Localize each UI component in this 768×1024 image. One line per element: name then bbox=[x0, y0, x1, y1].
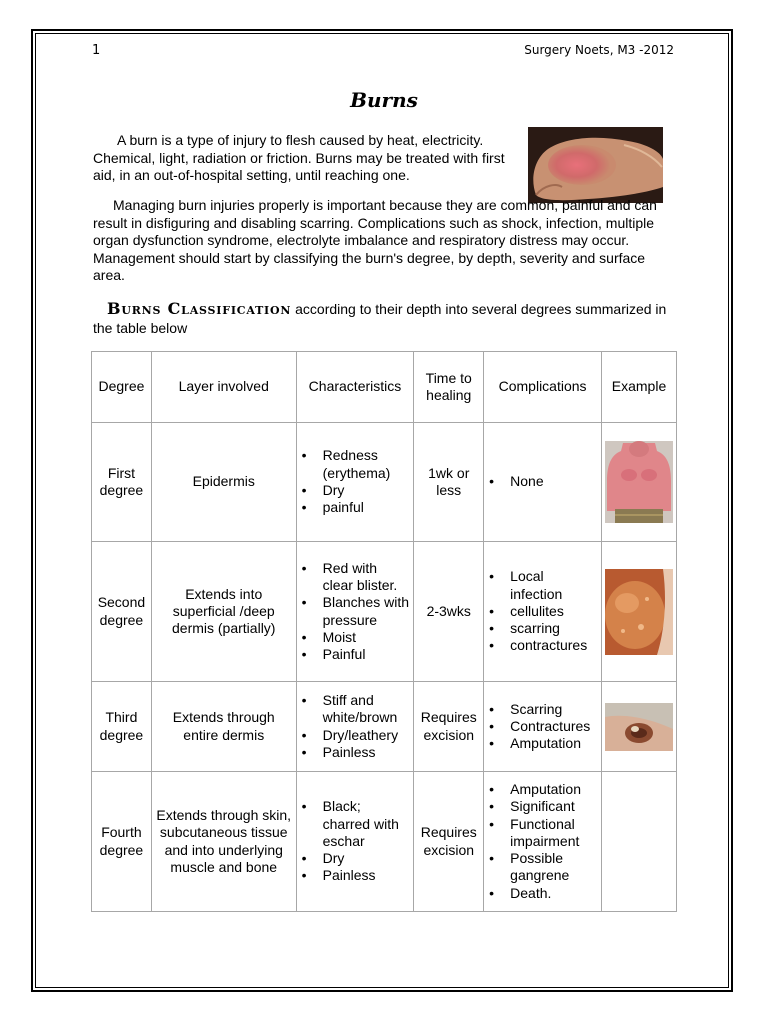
complications-cell bbox=[484, 423, 602, 542]
characteristics-cell bbox=[296, 772, 414, 912]
characteristic-item: • Painless bbox=[300, 744, 411, 761]
col-header-complications: Complications bbox=[484, 352, 602, 423]
degree-cell: Second degree bbox=[92, 542, 152, 682]
characteristic-item: • Dry bbox=[300, 850, 411, 867]
blistered-skin-photo bbox=[605, 569, 673, 655]
complication-item: • cellulites bbox=[487, 603, 598, 620]
col-header-example: Example bbox=[602, 352, 677, 423]
characteristics-cell bbox=[296, 542, 414, 682]
characteristic-item: • painful bbox=[300, 499, 411, 516]
burns-classification-table bbox=[91, 351, 677, 912]
table-row bbox=[92, 772, 677, 912]
example-cell bbox=[602, 542, 677, 682]
running-head: Surgery Noets, M3 -2012 bbox=[524, 43, 674, 57]
characteristic-item: • Painful bbox=[300, 646, 411, 663]
complication-item: • Amputation bbox=[487, 781, 598, 798]
leg-wound-photo bbox=[605, 703, 673, 751]
degree-cell: Fourth degree bbox=[92, 772, 152, 912]
complication-item: • Possible gangrene bbox=[487, 850, 598, 885]
layer-cell: Extends through entire dermis bbox=[151, 682, 296, 772]
col-header-time: Time to healing bbox=[414, 352, 484, 423]
table-row bbox=[92, 423, 677, 542]
page-title: Burns bbox=[350, 88, 418, 112]
col-header-characteristics: Characteristics bbox=[296, 352, 414, 423]
complication-item: • Local infection bbox=[487, 568, 598, 603]
section-text: according to their depth into several degrees summarized in the table below bbox=[93, 301, 667, 336]
complication-item: • Contractures bbox=[487, 718, 598, 735]
characteristic-item: • Moist bbox=[300, 629, 411, 646]
section-heading: Burns Classification bbox=[107, 299, 292, 318]
table-row bbox=[92, 542, 677, 682]
degree-cell: Third degree bbox=[92, 682, 152, 772]
layer-cell: Epidermis bbox=[151, 423, 296, 542]
complication-item: • scarring bbox=[487, 620, 598, 637]
time-cell: 2-3wks bbox=[414, 542, 484, 682]
characteristic-item: • Blanches with pressure bbox=[300, 594, 411, 629]
characteristic-item: • Dry bbox=[300, 482, 411, 499]
time-cell: Requires excision bbox=[414, 772, 484, 912]
characteristic-item: • Stiff and white/brown bbox=[300, 692, 411, 727]
layer-cell: Extends through skin, subcutaneous tissue and into underlying muscle and bone bbox=[151, 772, 296, 912]
intro-paragraph-2: Managing burn injuries properly is important because they are common, painful and can result in disfiguring and disabling scarring. Complications such as shock, infection, multiple organ dysfunction syndrome, electrolyte imbalance and respiratory distress may occur. Management should start by classifying the burn's degree, by depth, severity and surface area. bbox=[93, 197, 657, 283]
table-header-row bbox=[92, 352, 677, 423]
characteristic-item: • Dry/leathery bbox=[300, 727, 411, 744]
example-cell bbox=[602, 682, 677, 772]
complications-cell bbox=[484, 682, 602, 772]
characteristics-cell bbox=[296, 682, 414, 772]
intro-paragraph-1: A burn is a type of injury to flesh caused by heat, electricity. Chemical, light, radiation or friction. Burns may be treated with first aid, in an out-of-hospital setting, until reaching one. bbox=[93, 132, 505, 183]
example-cell bbox=[602, 423, 677, 542]
degree-cell: First degree bbox=[92, 423, 152, 542]
classification-intro bbox=[93, 299, 668, 338]
table-row bbox=[92, 682, 677, 772]
characteristic-item: • Black; charred with eschar bbox=[300, 798, 411, 850]
complication-item: • contractures bbox=[487, 637, 598, 654]
col-header-layer: Layer involved bbox=[151, 352, 296, 423]
time-cell: 1wk or less bbox=[414, 423, 484, 542]
complications-cell bbox=[484, 542, 602, 682]
sunburned-torso-photo bbox=[605, 441, 673, 523]
complication-item: • Scarring bbox=[487, 701, 598, 718]
time-cell: Requires excision bbox=[414, 682, 484, 772]
col-header-degree: Degree bbox=[92, 352, 152, 423]
complications-cell bbox=[484, 772, 602, 912]
complication-item: • Amputation bbox=[487, 735, 598, 752]
complication-item: • None bbox=[487, 473, 598, 490]
example-cell-empty bbox=[602, 772, 677, 912]
layer-cell: Extends into superficial /deep dermis (partially) bbox=[151, 542, 296, 682]
characteristic-item: • Redness (erythema) bbox=[300, 447, 411, 482]
page-number: 1 bbox=[92, 43, 101, 58]
complication-item: • Significant bbox=[487, 798, 598, 815]
complication-item: • Functional impairment bbox=[487, 816, 598, 851]
characteristics-cell bbox=[296, 423, 414, 542]
characteristic-item: • Painless bbox=[300, 867, 411, 884]
burned-hand-photo bbox=[528, 127, 663, 203]
complication-item: • Death. bbox=[487, 885, 598, 902]
characteristic-item: • Red with clear blister. bbox=[300, 560, 411, 595]
